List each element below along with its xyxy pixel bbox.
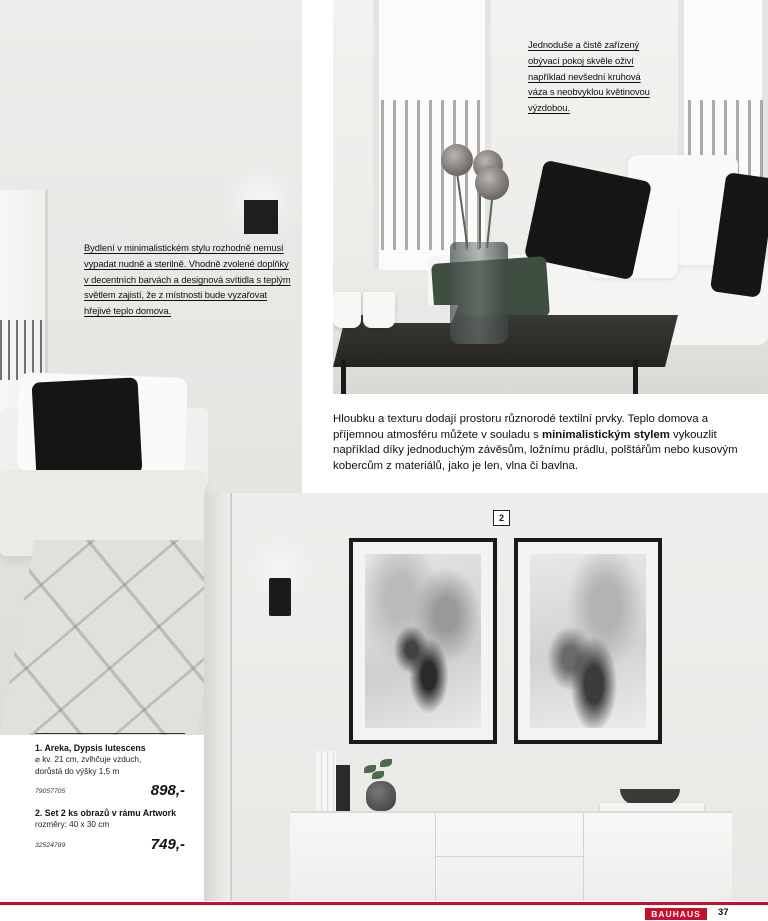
mug <box>333 292 361 328</box>
product-item <box>35 742 185 799</box>
glass-vase <box>450 242 508 344</box>
picture-frame <box>349 538 497 744</box>
caption-line: světlem zajistí, že z místnosti bude vyzařovat <box>84 289 267 301</box>
balcony-railing <box>0 320 46 380</box>
abstract-artwork <box>530 554 646 728</box>
product-price: 749,- <box>150 835 185 853</box>
caption-line: vypadat nudně a sterilně. Vhodně zvolené doplňky <box>84 257 289 269</box>
wall-lamp <box>269 578 291 616</box>
caption-top-photo <box>528 37 654 116</box>
black-cushion <box>32 377 143 478</box>
product-desc: ⌀ kv. 21 cm, zvlhčuje vzduch, <box>35 755 142 764</box>
abstract-artwork <box>365 554 481 728</box>
plant-leaf <box>372 771 384 779</box>
table-leg <box>341 360 346 394</box>
book <box>392 305 459 323</box>
sideboard <box>290 811 732 901</box>
bauhaus-logo: BAUHAUS <box>645 908 707 920</box>
table-leg <box>633 360 638 394</box>
product-code: 79057705 <box>35 788 66 795</box>
caption-line: výzdobou. <box>528 102 570 114</box>
balcony-railing <box>381 100 481 250</box>
books <box>316 751 336 811</box>
patterned-rug <box>0 540 230 735</box>
allium-flower <box>441 144 473 176</box>
picture-frame <box>514 538 662 744</box>
divider <box>35 733 185 734</box>
wall-sconce <box>244 200 278 234</box>
caption-line: například nevšední kruhová <box>528 70 641 82</box>
caption-line: obývací pokoj skvěle oživí <box>528 54 634 66</box>
mug <box>363 292 395 328</box>
product-price: 898,- <box>150 782 185 799</box>
product-desc: rozměry: 40 x 30 cm <box>35 820 110 829</box>
item-number-badge: 2 <box>493 510 510 526</box>
caption-line: hřejivé teplo domova. <box>84 305 172 317</box>
caption-line: Jednoduše a čistě zařízený <box>528 39 640 50</box>
product-list <box>35 733 185 861</box>
product-name: 1. Areka, Dypsis lutescens <box>35 743 146 753</box>
product-desc: dorůstá do výšky 1,5 m <box>35 766 120 776</box>
product-code: 32524789 <box>35 841 66 849</box>
plant-leaf <box>380 759 392 767</box>
product-name: 2. Set 2 ks obrazů v rámu Artwork <box>35 808 176 818</box>
allium-flower <box>475 166 509 200</box>
caption-left-photo <box>84 240 294 319</box>
footer-accent-bar <box>0 902 768 905</box>
intro-paragraph: Hloubku a texturu dodají prostoru různorodé textilní prvky. Teplo domova a příjemnou atmosféru můžete v souladu s minimalistickým stylem vykouzlit například díky jednoduchým závěsům, ložnímu prádlu, polštářům nebo kusovým kobercům z materiálů, jako je len, vlna či bavlna. <box>333 413 738 473</box>
caption-line: v decentních barvách a designová svítidla s teplým <box>84 273 291 285</box>
intro-emphasis: minimalistickým stylem <box>541 428 670 441</box>
book-dark <box>336 765 350 811</box>
door-frame <box>204 493 232 901</box>
plant-pot <box>366 781 396 811</box>
caption-line: Bydlení v minimalistickém stylu rozhodně nemusí <box>84 242 284 253</box>
photo-artwork-wall <box>204 493 768 901</box>
page-number: 37 <box>718 907 729 918</box>
caption-line: váza s neobvyklou květinovou <box>528 86 650 98</box>
product-item <box>35 807 185 853</box>
